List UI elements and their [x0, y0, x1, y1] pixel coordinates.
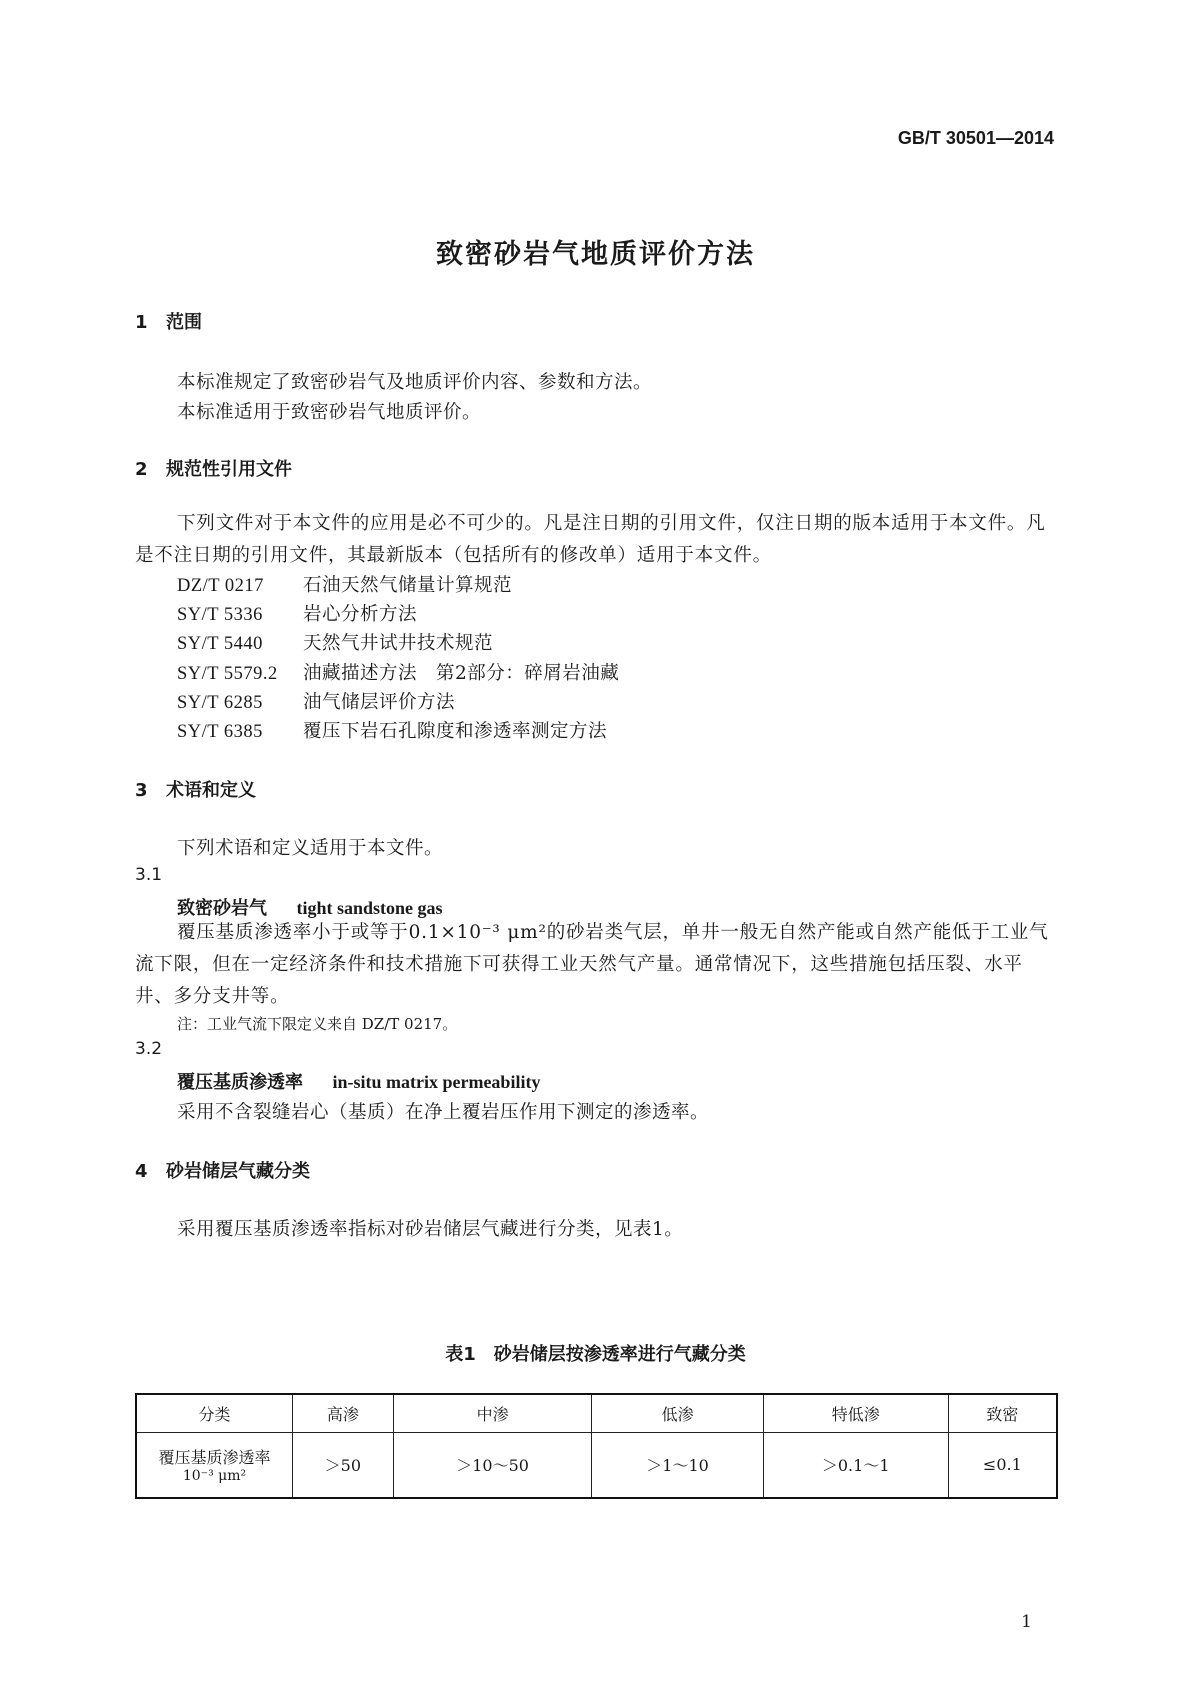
reference-title: 岩心分析方法: [303, 604, 418, 625]
page-number: 1: [1021, 1612, 1032, 1632]
term-english: in-situ matrix permeability: [332, 1072, 541, 1092]
section-number: 4: [135, 1161, 148, 1182]
reference-title: 油藏描述方法 第2部分：碎屑岩油藏: [303, 663, 620, 684]
row-label-text: 覆压基质渗透率: [158, 1448, 271, 1468]
reference-code: SY/T 5336: [177, 605, 263, 625]
section-title: 范围: [166, 312, 202, 333]
section-1-paragraph-1: 本标准规定了致密砂岩气及地质评价内容、参数和方法。: [177, 372, 653, 393]
reference-title: 覆压下岩石孔隙度和渗透率测定方法: [303, 721, 608, 742]
table-cell: ≤0.1: [948, 1432, 1057, 1498]
standard-number: GB/T 30501—2014: [897, 128, 1054, 148]
reference-item: [177, 717, 607, 743]
table-header-cell: 分类: [136, 1394, 293, 1432]
table-caption: 表1 砂岩储层按渗透率进行气藏分类: [445, 1344, 746, 1365]
section-2-intro: 下列文件对于本文件的应用是必不可少的。凡是注日期的引用文件，仅注日期的版本适用于本文件。凡是不注日期的引用文件，其最新版本（包括所有的修改单）适用于本文件。: [135, 513, 1046, 566]
table-cell: ＞50: [293, 1432, 394, 1498]
reference-code: SY/T 6385: [177, 722, 263, 742]
section-4-heading: [135, 1157, 310, 1183]
term-chinese: 致密砂岩气: [177, 898, 267, 919]
table-header-row: [136, 1394, 1057, 1432]
section-3-intro: 下列术语和定义适用于本文件。: [177, 838, 444, 859]
term-heading: [177, 1068, 540, 1094]
reference-item: [177, 600, 417, 626]
reference-item: [177, 688, 455, 714]
section-1-heading: [135, 308, 202, 334]
table-header-cell: 高渗: [293, 1394, 394, 1432]
section-number: 2: [135, 459, 148, 480]
document-title: 致密砂岩气地质评价方法: [436, 239, 755, 270]
reference-code: SY/T 6285: [177, 693, 263, 713]
row-label-unit: 10⁻³ μm²: [182, 1468, 247, 1485]
term-number: 3.2: [135, 1039, 163, 1059]
section-number: 1: [135, 312, 148, 333]
section-1-paragraph-2: 本标准适用于致密砂岩气地质评价。: [177, 402, 482, 423]
section-2-heading: [135, 455, 292, 481]
table-row: [136, 1432, 1057, 1498]
table-header-cell: 低渗: [592, 1394, 763, 1432]
section-title: 砂岩储层气藏分类: [166, 1161, 310, 1182]
term-chinese: 覆压基质渗透率: [177, 1072, 303, 1093]
reference-item: [177, 571, 512, 597]
table-cell: ＞10～50: [393, 1432, 592, 1498]
reference-item: [177, 629, 493, 655]
term-definition: 覆压基质渗透率小于或等于0.1×10⁻³ μm²的砂岩类气层，单井一般无自然产能或自然产能低于工业气流下限，但在一定经济条件和技术措施下可获得工业天然气产量。通常情况下，这些措施包括压裂、水平井、多分支井等。: [135, 922, 1049, 1007]
table-cell: ＞0.1～1: [763, 1432, 948, 1498]
section-4-paragraph: 采用覆压基质渗透率指标对砂岩储层气藏进行分类，见表1。: [177, 1219, 684, 1240]
table-header-cell: 特低渗: [763, 1394, 948, 1432]
term-note: 注：工业气流下限定义来自 DZ/T 0217。: [177, 1015, 458, 1033]
table-row-label: [136, 1432, 293, 1498]
section-title: 规范性引用文件: [166, 459, 292, 480]
reference-title: 石油天然气储量计算规范: [303, 575, 513, 596]
reference-title: 天然气井试井技术规范: [303, 633, 494, 654]
section-title: 术语和定义: [166, 780, 256, 801]
reference-item: [177, 659, 619, 685]
term-english: tight sandstone gas: [296, 898, 443, 918]
reference-code: SY/T 5440: [177, 634, 263, 654]
section-3-heading: [135, 776, 256, 802]
section-number: 3: [135, 780, 148, 801]
reference-code: SY/T 5579.2: [177, 664, 278, 684]
term-definition: 采用不含裂缝岩心（基质）在净上覆岩压作用下测定的渗透率。: [177, 1102, 710, 1123]
reference-title: 油气储层评价方法: [303, 692, 456, 713]
table-header-cell: 中渗: [393, 1394, 592, 1432]
classification-table: [135, 1393, 1058, 1499]
table-header-cell: 致密: [948, 1394, 1057, 1432]
term-number: 3.1: [135, 865, 163, 885]
table-cell: ＞1～10: [592, 1432, 763, 1498]
reference-code: DZ/T 0217: [177, 576, 264, 596]
